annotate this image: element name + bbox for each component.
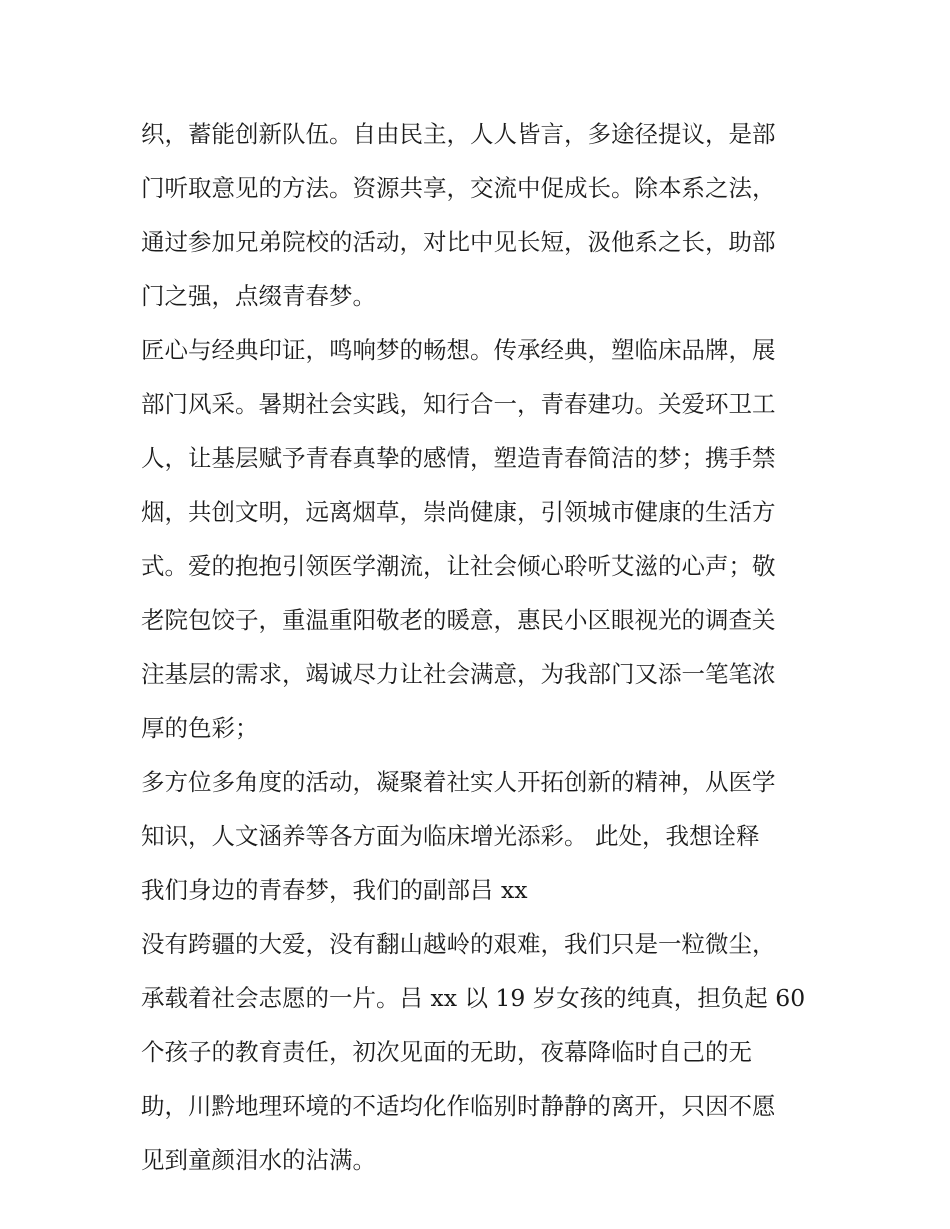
paragraph-1 [141, 107, 821, 323]
text-line: 匠心与经典印证，鸣响梦的畅想。传承经典，塑临床品牌，展 [141, 336, 776, 364]
text-line: 见到童颜泪水的沾满。 [141, 1146, 376, 1174]
text-line: 织，蓄能创新队伍。自由民主，人人皆言，多途径提议，是部 [141, 120, 776, 148]
text-line: 老院包饺子，重温重阳敬老的暖意，惠民小区眼视光的调查关 [141, 606, 776, 634]
text-line: 知识，人文涵养等各方面为临床增光添彩。 此处，我想诠释 [141, 822, 760, 850]
document-body [141, 107, 821, 1187]
text-line: 烟，共创文明，远离烟草，崇尚健康，引领城市健康的生活方 [141, 498, 776, 526]
paragraph-4 [141, 917, 821, 1187]
text-line: 门听取意见的方法。资源共享，交流中促成长。除本系之法， [141, 174, 776, 202]
text-line: 人，让基层赋予青春真挚的感情，塑造青春简洁的梦；携手禁 [141, 444, 776, 472]
text-line: 注基层的需求，竭诚尽力让社会满意，为我部门又添一笔笔浓 [141, 660, 776, 688]
text-line: 个孩子的教育责任，初次见面的无助，夜幕降临时自己的无 [141, 1038, 752, 1066]
text-line: 我们身边的青春梦，我们的副部吕 xx [141, 876, 528, 904]
text-line: 助，川黔地理环境的不适均化作临别时静静的离开，只因不愿 [141, 1092, 776, 1120]
text-line: 式。爱的抱抱引领医学潮流，让社会倾心聆听艾滋的心声；敬 [141, 552, 776, 580]
text-line: 通过参加兄弟院校的活动，对比中见长短，汲他系之长，助部 [141, 228, 776, 256]
text-line: 承载着社会志愿的一片。吕 xx 以 19 岁女孩的纯真，担负起 60 [141, 984, 806, 1012]
paragraph-2 [141, 323, 821, 755]
text-line: 部门风采。暑期社会实践，知行合一，青春建功。关爱环卫工 [141, 390, 776, 418]
text-line: 厚的色彩； [141, 714, 259, 742]
text-line: 门之强，点缀青春梦。 [141, 282, 376, 310]
paragraph-3 [141, 755, 821, 917]
text-line: 多方位多角度的活动，凝聚着社实人开拓创新的精神，从医学 [141, 768, 776, 796]
text-line: 没有跨疆的大爱，没有翻山越岭的艰难，我们只是一粒微尘， [141, 930, 776, 958]
